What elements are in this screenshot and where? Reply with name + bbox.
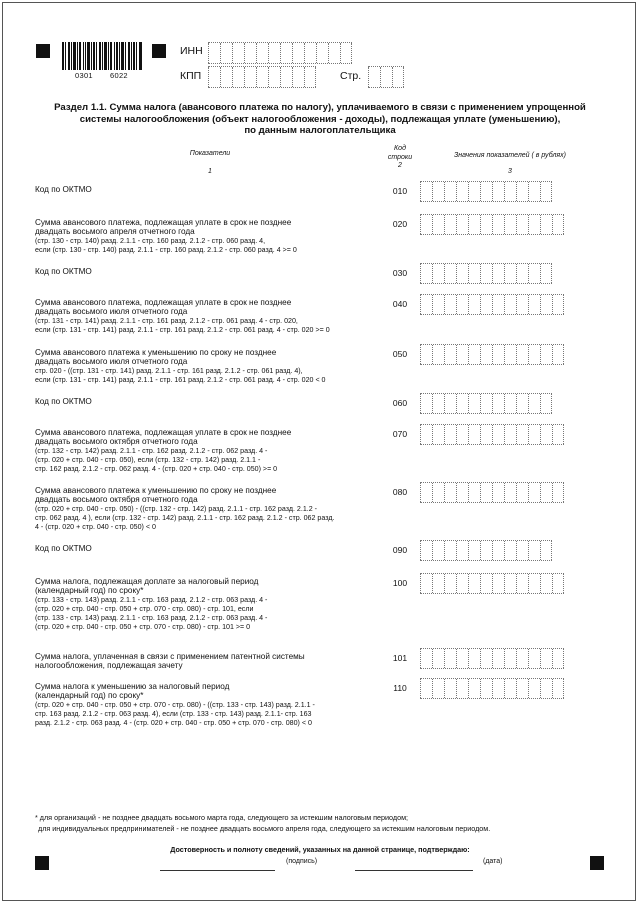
value-cell[interactable] <box>456 295 468 314</box>
value-cell[interactable] <box>528 679 540 698</box>
value-cell[interactable] <box>516 295 528 314</box>
value-cell[interactable] <box>516 425 528 444</box>
value-cell[interactable] <box>540 483 552 502</box>
value-cell[interactable] <box>444 574 456 593</box>
value-cell[interactable] <box>456 182 468 201</box>
value-cell[interactable] <box>504 345 516 364</box>
row-070-formula-line: (стр. 020 + стр. 040 - стр. 050), если (стр. 132 - стр. 142) разд. 2.1.1 - <box>35 455 261 464</box>
value-cell[interactable] <box>516 394 528 413</box>
value-cell[interactable] <box>432 574 444 593</box>
value-cell[interactable] <box>456 541 468 560</box>
value-cell[interactable] <box>456 215 468 234</box>
row-110-formula-line: стр. 163 разд. 2.1.2 - стр. 063 разд. 4), если (стр. 133 - стр. 143) разд. 2.1.1- стр. 163 <box>35 709 312 718</box>
value-cell[interactable] <box>552 295 564 314</box>
row-020-formula-line: если (стр. 130 - стр. 140) разд. 2.1.1 - стр. 160 разд. 2.1.2 - стр. 060 разд. 4 >= 0 <box>35 245 297 254</box>
column-number-3: 3 <box>508 168 512 175</box>
row-040-formula-line: если (стр. 131 - стр. 141) разд. 2.1.1 - стр. 161 разд. 2.1.2 - стр. 061 разд. 4 - стр. 020 >= 0 <box>35 325 330 334</box>
inn-label: ИНН <box>180 45 203 57</box>
value-cell[interactable] <box>456 649 468 668</box>
value-cell[interactable] <box>504 679 516 698</box>
value-field-060[interactable] <box>420 393 552 414</box>
row-090-text-line: Код по ОКТМО <box>35 544 92 553</box>
row-070-formula-line: (стр. 132 - стр. 142) разд. 2.1.1 - стр. 162 разд. 2.1.2 - стр. 062 разд. 4 - <box>35 446 268 455</box>
signature-statement: Достоверность и полноту сведений, указанных на данной странице, подтверждаю: <box>170 845 470 854</box>
value-field-010[interactable] <box>420 181 552 202</box>
row-code-110: 110 <box>393 683 407 693</box>
row-100-formula-line: (стр. 133 - стр. 143) разд. 2.1.1 - стр. 163 разд. 2.1.2 - стр. 063 разд. 4 - <box>35 595 268 604</box>
value-cell[interactable] <box>456 574 468 593</box>
row-070-formula-line: стр. 162 разд. 2.1.2 - стр. 062 разд. 4 - (стр. 020 + стр. 040 - стр. 050) >= 0 <box>35 464 278 473</box>
value-cell[interactable] <box>480 394 492 413</box>
row-110-formula-line: (стр. 020 + стр. 040 - стр. 050 + стр. 070 - стр. 080) - ((стр. 133 - стр. 143) разд. 2.1.1 - <box>35 700 315 709</box>
value-cell[interactable] <box>528 483 540 502</box>
date-line[interactable] <box>355 870 473 871</box>
value-cell[interactable] <box>480 215 492 234</box>
value-cell[interactable] <box>420 215 432 234</box>
value-cell[interactable] <box>552 679 564 698</box>
row-101-text-line: налогообложения, подлежащая зачету <box>35 661 183 671</box>
row-code-030: 030 <box>392 268 408 278</box>
row-080-formula-line: 4 - (стр. 020 + стр. 040 - стр. 050) < 0 <box>35 522 156 531</box>
date-caption: (дата) <box>483 858 503 865</box>
value-cell[interactable] <box>444 182 456 201</box>
row-110-text-line: (календарный год) по сроку* <box>35 691 144 701</box>
value-cell[interactable] <box>552 425 564 444</box>
value-cell[interactable] <box>420 264 432 283</box>
row-label-080 <box>35 486 365 532</box>
kpp-label: КПП <box>180 70 202 82</box>
value-cell[interactable] <box>432 483 444 502</box>
value-cell[interactable] <box>552 215 564 234</box>
footnote-line-2: для индивидуальных предпринимателей - не позднее двадцать восьмого апреля года, следующего за истекшим налоговым периодом. <box>38 824 491 833</box>
row-030-text-line: Код по ОКТМО <box>35 267 92 276</box>
row-110-text-line: Сумма налога к уменьшению за налоговый период <box>35 682 230 691</box>
value-field-080[interactable] <box>420 482 564 503</box>
value-cell[interactable] <box>492 394 504 413</box>
value-cell[interactable] <box>468 394 480 413</box>
value-cell[interactable] <box>516 483 528 502</box>
footnote-line-1: * для организаций - не позднее двадцать восьмого марта года, следующего за истекшим налоговым периодом; <box>35 813 409 822</box>
value-cell[interactable] <box>492 182 504 201</box>
value-cell[interactable] <box>504 215 516 234</box>
value-cell[interactable] <box>420 649 432 668</box>
row-100-text-line: Сумма налога, подлежащая доплате за налоговый период <box>35 577 259 586</box>
corner-marker-top-right <box>152 44 166 58</box>
value-cell[interactable] <box>492 649 504 668</box>
row-label-020 <box>35 218 365 255</box>
value-cell[interactable] <box>504 483 516 502</box>
value-field-030[interactable] <box>420 263 552 284</box>
value-cell[interactable] <box>528 345 540 364</box>
value-cell[interactable] <box>552 483 564 502</box>
row-070-text-line: двадцать восьмого октября отчетного года <box>35 437 198 447</box>
value-cell[interactable] <box>516 679 528 698</box>
value-cell[interactable] <box>516 541 528 560</box>
inn-field[interactable] <box>208 42 352 64</box>
row-label-110 <box>35 682 365 728</box>
value-cell[interactable] <box>504 264 516 283</box>
value-cell[interactable] <box>540 574 552 593</box>
value-cell[interactable] <box>528 649 540 668</box>
column-number-2: 2 <box>398 162 402 169</box>
value-cell[interactable] <box>468 215 480 234</box>
row-100-formula-line: (стр. 020 + стр. 040 - стр. 050 + стр. 070 - стр. 080) - стр. 101 >= 0 <box>35 622 251 631</box>
value-cell[interactable] <box>468 679 480 698</box>
row-label-030 <box>35 267 365 276</box>
value-cell[interactable] <box>528 264 540 283</box>
value-cell[interactable] <box>432 345 444 364</box>
value-cell[interactable] <box>552 345 564 364</box>
value-cell[interactable] <box>504 425 516 444</box>
value-cell[interactable] <box>528 295 540 314</box>
value-cell[interactable] <box>456 264 468 283</box>
section-title-line-2: системы налогообложения (объект налогообложения - доходы), подлежащая уплате (уменьшению), <box>79 113 561 125</box>
value-cell[interactable] <box>552 574 564 593</box>
value-cell[interactable] <box>504 649 516 668</box>
value-cell[interactable] <box>480 295 492 314</box>
barcode-number-left: 0301 <box>75 71 93 80</box>
corner-marker-bottom-right <box>590 856 604 870</box>
value-cell[interactable] <box>456 345 468 364</box>
value-cell[interactable] <box>456 425 468 444</box>
value-cell[interactable] <box>492 264 504 283</box>
value-cell[interactable] <box>444 649 456 668</box>
value-cell[interactable] <box>492 295 504 314</box>
value-cell[interactable] <box>468 182 480 201</box>
value-field-100[interactable] <box>420 573 564 594</box>
row-label-010 <box>35 185 365 194</box>
value-cell[interactable] <box>480 345 492 364</box>
value-field-050[interactable] <box>420 344 564 365</box>
value-cell[interactable] <box>456 679 468 698</box>
value-cell[interactable] <box>444 394 456 413</box>
value-cell[interactable] <box>468 574 480 593</box>
value-cell[interactable] <box>444 345 456 364</box>
value-cell[interactable] <box>480 574 492 593</box>
row-040-text-line: Сумма авансового платежа, подлежащая уплате в срок не позднее <box>35 298 292 307</box>
value-cell[interactable] <box>444 295 456 314</box>
row-080-formula-line: (стр. 020 + стр. 040 - стр. 050) - ((стр. 132 - стр. 142) разд. 2.1.1 - стр. 162 разд. 2.1.2 - <box>35 504 318 513</box>
value-cell[interactable] <box>420 483 432 502</box>
value-cell[interactable] <box>432 394 444 413</box>
value-cell[interactable] <box>516 264 528 283</box>
value-cell[interactable] <box>468 541 480 560</box>
row-label-060 <box>35 397 365 406</box>
row-050-text-line: Сумма авансового платежа к уменьшению по сроку не позднее <box>35 348 277 357</box>
row-020-text-line: Сумма авансового платежа, подлежащая уплате в срок не позднее <box>35 218 292 227</box>
row-110-formula-line: разд. 2.1.2 - стр. 063 разд. 4 - (стр. 020 + стр. 040 - стр. 050 + стр. 070 - стр. 080) < 0 <box>35 718 312 727</box>
value-cell[interactable] <box>528 425 540 444</box>
value-cell[interactable] <box>468 649 480 668</box>
value-field-101[interactable] <box>420 648 564 669</box>
value-cell[interactable] <box>468 483 480 502</box>
value-cell[interactable] <box>432 215 444 234</box>
row-050-text-line: двадцать восьмого июля отчетного года <box>35 357 188 367</box>
row-040-text-line: двадцать восьмого июля отчетного года <box>35 307 188 317</box>
value-cell[interactable] <box>540 345 552 364</box>
value-cell[interactable] <box>492 215 504 234</box>
row-010-text-line: Код по ОКТМО <box>35 185 92 194</box>
value-cell[interactable] <box>420 182 432 201</box>
value-cell[interactable] <box>420 345 432 364</box>
row-label-090 <box>35 544 365 553</box>
row-050-formula-line: стр. 020 - ((стр. 131 - стр. 141) разд. 2.1.1 - стр. 161 разд. 2.1.2 - стр. 061 разд. 4), <box>35 366 303 375</box>
value-cell[interactable] <box>432 541 444 560</box>
value-cell[interactable] <box>420 679 432 698</box>
row-code-010: 010 <box>392 186 408 196</box>
value-cell[interactable] <box>444 679 456 698</box>
kpp-field[interactable] <box>208 66 316 88</box>
row-070-text-line: Сумма авансового платежа, подлежащая уплате в срок не позднее <box>35 428 292 437</box>
value-cell[interactable] <box>540 295 552 314</box>
row-code-090: 090 <box>392 545 408 555</box>
value-cell[interactable] <box>420 394 432 413</box>
value-cell[interactable] <box>444 483 456 502</box>
footnote <box>35 812 615 834</box>
row-080-text-line: двадцать восьмого октября отчетного года <box>35 495 198 505</box>
value-field-110[interactable] <box>420 678 564 699</box>
row-code-070: 070 <box>392 429 408 439</box>
value-cell[interactable] <box>456 394 468 413</box>
value-cell[interactable] <box>516 574 528 593</box>
value-cell[interactable] <box>540 264 552 283</box>
column-header-values: Значения показателей ( в рублях) <box>453 152 567 159</box>
row-080-formula-line: стр. 062 разд. 4 ), если (стр. 132 - стр. 142) разд. 2.1.1 - стр. 162 разд. 2.1.2 - стр. 062 разд. <box>35 513 335 522</box>
value-cell[interactable] <box>540 541 552 560</box>
row-code-101: 101 <box>392 653 408 663</box>
row-080-text-line: Сумма авансового платежа к уменьшению по сроку не позднее <box>35 486 277 495</box>
row-100-formula-line: (стр. 133 - стр. 143) разд. 2.1.1 - стр. 163 разд. 2.1.2 - стр. 063 разд. 4 - <box>35 613 268 622</box>
barcode-image <box>62 42 142 70</box>
row-code-060: 060 <box>392 398 408 408</box>
row-060-text-line: Код по ОКТМО <box>35 397 92 406</box>
value-cell[interactable] <box>540 425 552 444</box>
value-cell[interactable] <box>432 679 444 698</box>
row-020-text-line: двадцать восьмого апреля отчетного года <box>35 227 195 237</box>
value-cell[interactable] <box>480 483 492 502</box>
value-cell[interactable] <box>492 425 504 444</box>
value-cell[interactable] <box>432 295 444 314</box>
value-cell[interactable] <box>528 574 540 593</box>
row-code-050: 050 <box>392 349 408 359</box>
page-number-field[interactable] <box>368 66 404 88</box>
value-cell[interactable] <box>480 649 492 668</box>
section-title <box>40 102 600 137</box>
value-cell[interactable] <box>528 394 540 413</box>
corner-marker-bottom-left <box>35 856 49 870</box>
section-title-line-1: Раздел 1.1. Сумма налога (авансового платежа по налогу), уплачиваемого в связи с применением упрощенной <box>54 102 586 113</box>
value-cell[interactable] <box>504 394 516 413</box>
value-cell[interactable] <box>480 182 492 201</box>
value-cell[interactable] <box>420 574 432 593</box>
row-label-050 <box>35 348 365 385</box>
value-cell[interactable] <box>552 649 564 668</box>
value-cell[interactable] <box>492 574 504 593</box>
value-cell[interactable] <box>432 182 444 201</box>
value-cell[interactable] <box>456 483 468 502</box>
row-040-formula-line: (стр. 131 - стр. 141) разд. 2.1.1 - стр. 161 разд. 2.1.2 - стр. 061 разд. 4 - стр. 020, <box>35 316 298 325</box>
column-number-1: 1 <box>208 168 212 175</box>
value-cell[interactable] <box>492 679 504 698</box>
value-cell[interactable] <box>468 345 480 364</box>
value-cell[interactable] <box>504 182 516 201</box>
signature-line[interactable] <box>160 870 275 871</box>
row-code-080: 080 <box>392 487 408 497</box>
value-cell[interactable] <box>468 264 480 283</box>
value-cell[interactable] <box>528 215 540 234</box>
row-code-040: 040 <box>392 299 408 309</box>
value-cell[interactable] <box>516 649 528 668</box>
value-cell[interactable] <box>432 425 444 444</box>
value-cell[interactable] <box>540 679 552 698</box>
value-cell[interactable] <box>480 541 492 560</box>
value-cell[interactable] <box>492 541 504 560</box>
value-cell[interactable] <box>492 345 504 364</box>
page-label: Стр. <box>340 70 362 82</box>
value-cell[interactable] <box>444 215 456 234</box>
value-cell[interactable] <box>540 394 552 413</box>
value-field-090[interactable] <box>420 540 552 561</box>
value-cell[interactable] <box>480 264 492 283</box>
value-cell[interactable] <box>516 182 528 201</box>
row-label-040 <box>35 298 365 335</box>
row-050-formula-line: если (стр. 131 - стр. 141) разд. 2.1.1 - стр. 161 разд. 2.1.2 - стр. 061 разд. 4 - стр. 020 < 0 <box>35 375 326 384</box>
value-cell[interactable] <box>480 425 492 444</box>
value-cell[interactable] <box>468 295 480 314</box>
section-title-line-3: по данным налогоплательщика <box>244 125 396 136</box>
value-cell[interactable] <box>444 541 456 560</box>
value-cell[interactable] <box>504 541 516 560</box>
value-cell[interactable] <box>516 345 528 364</box>
value-cell[interactable] <box>444 264 456 283</box>
row-code-020: 020 <box>392 219 408 229</box>
column-header-indicators: Показатели <box>189 150 231 157</box>
corner-marker-top-left <box>36 44 50 58</box>
value-cell[interactable] <box>420 425 432 444</box>
row-101-text-line: Сумма налога, уплаченная в связи с применением патентной системы <box>35 652 305 661</box>
column-header-code: Код строки 2 <box>380 145 420 171</box>
value-cell[interactable] <box>492 483 504 502</box>
signature-caption: (подпись) <box>286 858 318 865</box>
value-cell[interactable] <box>528 182 540 201</box>
value-cell[interactable] <box>528 541 540 560</box>
value-field-070[interactable] <box>420 424 564 445</box>
row-label-100 <box>35 577 365 632</box>
row-100-text-line: (календарный год) по сроку* <box>35 586 144 596</box>
value-cell[interactable] <box>540 649 552 668</box>
value-cell[interactable] <box>420 295 432 314</box>
row-100-formula-line: (стр. 020 + стр. 040 - стр. 050 + стр. 070 - стр. 080) - стр. 101, если <box>35 604 254 613</box>
value-cell[interactable] <box>480 679 492 698</box>
value-field-040[interactable] <box>420 294 564 315</box>
value-cell[interactable] <box>420 541 432 560</box>
value-cell[interactable] <box>504 295 516 314</box>
row-code-100: 100 <box>392 578 408 588</box>
value-cell[interactable] <box>444 425 456 444</box>
row-020-formula-line: (стр. 130 - стр. 140) разд. 2.1.1 - стр. 160 разд. 2.1.2 - стр. 060 разд. 4, <box>35 236 266 245</box>
value-cell[interactable] <box>504 574 516 593</box>
row-label-101 <box>35 652 365 671</box>
value-cell[interactable] <box>468 425 480 444</box>
barcode-number-right: 6022 <box>110 71 128 80</box>
value-cell[interactable] <box>432 264 444 283</box>
value-cell[interactable] <box>540 182 552 201</box>
value-field-020[interactable] <box>420 214 564 235</box>
value-cell[interactable] <box>516 215 528 234</box>
row-label-070 <box>35 428 365 474</box>
value-cell[interactable] <box>540 215 552 234</box>
value-cell[interactable] <box>432 649 444 668</box>
